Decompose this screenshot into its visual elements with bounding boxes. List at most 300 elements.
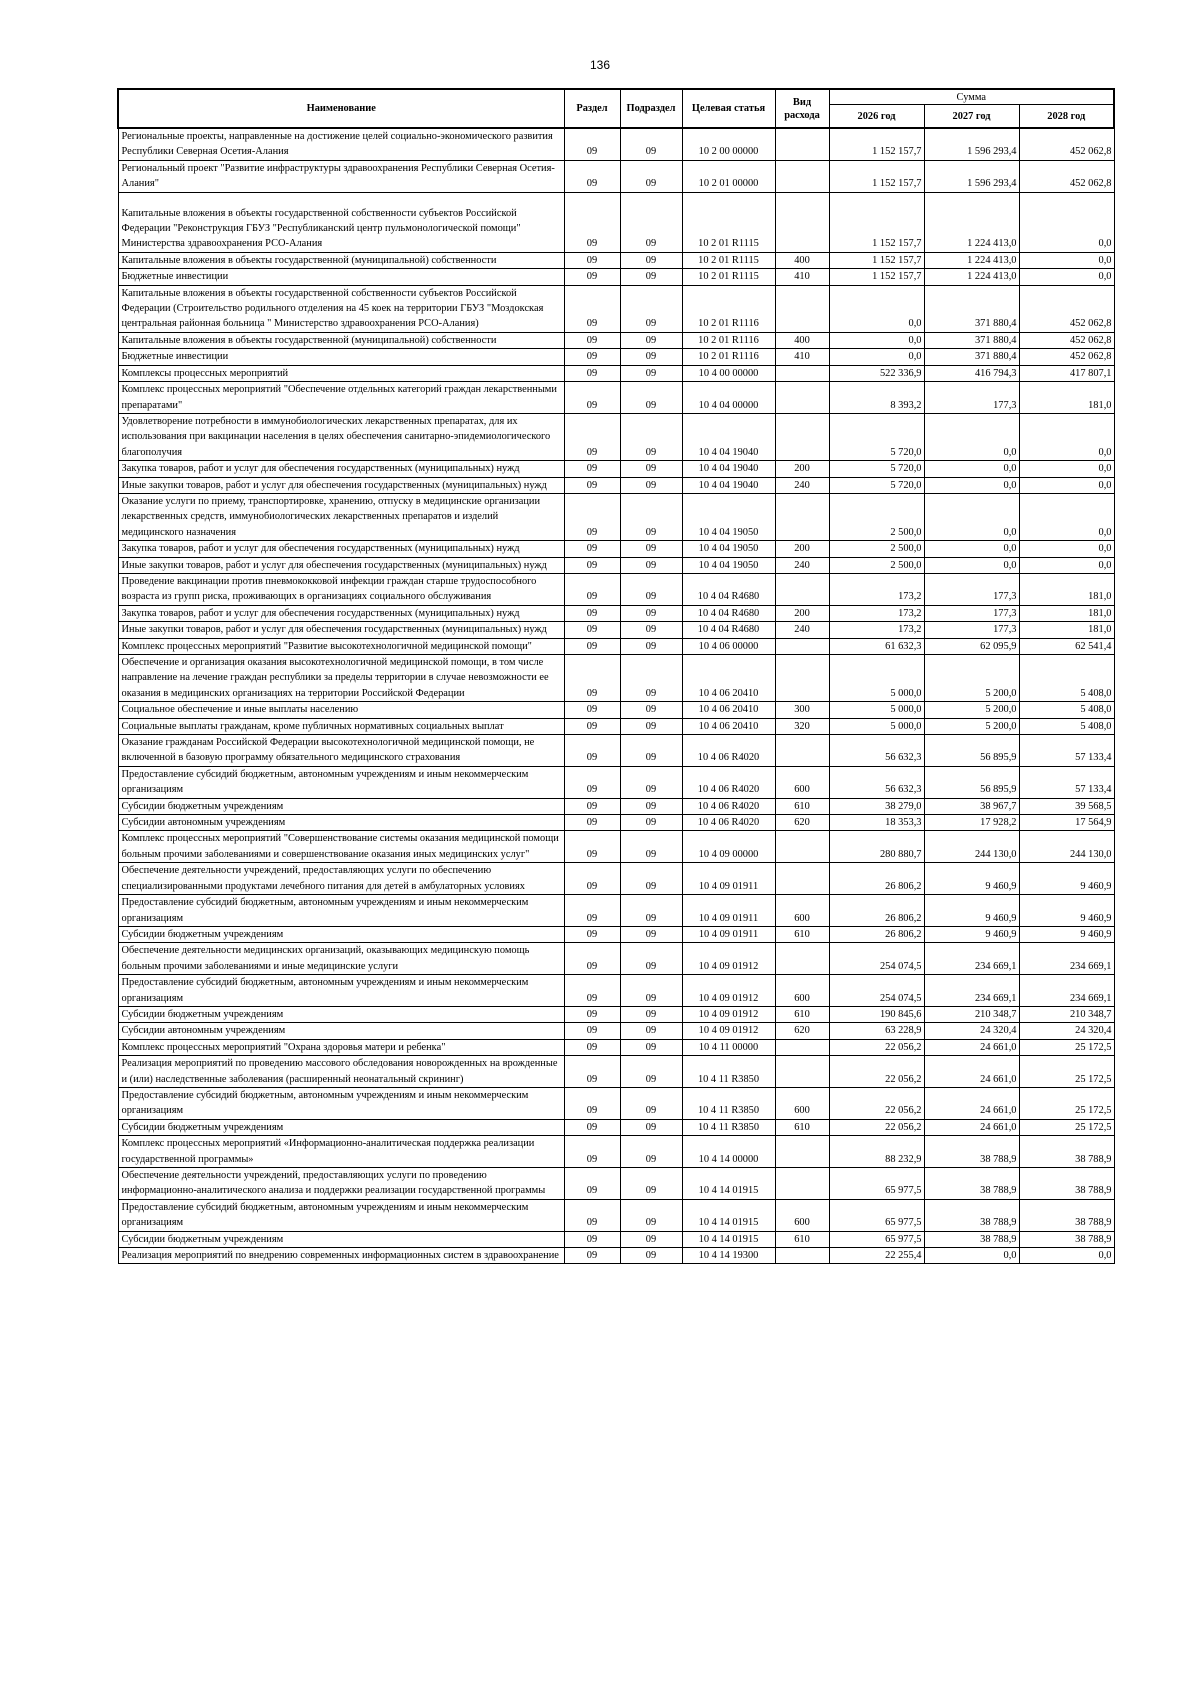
header-expense-type: Вид расхода xyxy=(775,89,829,128)
cell-amount-2027: 0,0 xyxy=(924,461,1019,477)
cell-section: 09 xyxy=(564,382,620,414)
cell-target-article: 10 4 14 19300 xyxy=(682,1248,775,1264)
cell-amount-2027: 5 200,0 xyxy=(924,655,1019,702)
cell-amount-2028: 0,0 xyxy=(1019,252,1114,268)
cell-subsection: 09 xyxy=(620,269,682,285)
cell-section: 09 xyxy=(564,160,620,192)
cell-target-article: 10 4 09 00000 xyxy=(682,831,775,863)
cell-subsection: 09 xyxy=(620,1087,682,1119)
cell-amount-2026: 2 500,0 xyxy=(829,541,924,557)
cell-name: Иные закупки товаров, работ и услуг для обеспечения государственных (муниципальных) нужд xyxy=(118,557,564,573)
cell-amount-2026: 65 977,5 xyxy=(829,1231,924,1247)
cell-section: 09 xyxy=(564,863,620,895)
cell-expense-type: 200 xyxy=(775,605,829,621)
cell-amount-2026: 280 880,7 xyxy=(829,831,924,863)
cell-amount-2028: 0,0 xyxy=(1019,1248,1114,1264)
cell-name: Оказание услуги по приему, транспортировке, хранению, отпуску в медицинские организации лекарственных средств, иммунобиологических лекарственных препаратов и изделий медицинского назначения xyxy=(118,493,564,540)
cell-target-article: 10 4 06 20410 xyxy=(682,655,775,702)
cell-target-article: 10 2 01 R1115 xyxy=(682,192,775,252)
header-target-article: Целевая статья xyxy=(682,89,775,128)
cell-name: Закупка товаров, работ и услуг для обеспечения государственных (муниципальных) нужд xyxy=(118,605,564,621)
table-row xyxy=(118,541,1114,557)
cell-amount-2027: 177,3 xyxy=(924,605,1019,621)
cell-section: 09 xyxy=(564,1056,620,1088)
table-row xyxy=(118,605,1114,621)
cell-subsection: 09 xyxy=(620,160,682,192)
cell-name: Предоставление субсидий бюджетным, автономным учреждениям и иным некоммерческим организациям xyxy=(118,766,564,798)
cell-amount-2028: 181,0 xyxy=(1019,382,1114,414)
cell-subsection: 09 xyxy=(620,252,682,268)
cell-amount-2026: 22 056,2 xyxy=(829,1119,924,1135)
cell-amount-2027: 38 788,9 xyxy=(924,1199,1019,1231)
cell-target-article: 10 4 11 R3850 xyxy=(682,1119,775,1135)
cell-expense-type xyxy=(775,1248,829,1264)
table-row xyxy=(118,349,1114,365)
cell-name: Закупка товаров, работ и услуг для обеспечения государственных (муниципальных) нужд xyxy=(118,461,564,477)
cell-expense-type xyxy=(775,735,829,767)
cell-expense-type: 610 xyxy=(775,1119,829,1135)
cell-amount-2028: 9 460,9 xyxy=(1019,926,1114,942)
cell-target-article: 10 2 01 00000 xyxy=(682,160,775,192)
cell-section: 09 xyxy=(564,655,620,702)
cell-amount-2026: 26 806,2 xyxy=(829,863,924,895)
cell-amount-2026: 56 632,3 xyxy=(829,735,924,767)
cell-name: Предоставление субсидий бюджетным, автономным учреждениям и иным некоммерческим организациям xyxy=(118,1087,564,1119)
cell-section: 09 xyxy=(564,192,620,252)
cell-amount-2028: 452 062,8 xyxy=(1019,128,1114,160)
cell-amount-2028: 5 408,0 xyxy=(1019,655,1114,702)
cell-expense-type xyxy=(775,382,829,414)
cell-target-article: 10 4 11 00000 xyxy=(682,1039,775,1055)
table-row xyxy=(118,1006,1114,1022)
cell-amount-2026: 254 074,5 xyxy=(829,943,924,975)
table-row xyxy=(118,943,1114,975)
cell-amount-2026: 5 720,0 xyxy=(829,477,924,493)
cell-target-article: 10 4 11 R3850 xyxy=(682,1087,775,1119)
cell-subsection: 09 xyxy=(620,895,682,927)
cell-target-article: 10 4 09 01911 xyxy=(682,863,775,895)
cell-amount-2026: 522 336,9 xyxy=(829,365,924,381)
cell-section: 09 xyxy=(564,1231,620,1247)
cell-target-article: 10 4 09 01911 xyxy=(682,895,775,927)
cell-amount-2027: 177,3 xyxy=(924,573,1019,605)
cell-amount-2028: 0,0 xyxy=(1019,477,1114,493)
cell-amount-2028: 5 408,0 xyxy=(1019,718,1114,734)
cell-section: 09 xyxy=(564,413,620,460)
cell-amount-2028: 38 788,9 xyxy=(1019,1199,1114,1231)
cell-subsection: 09 xyxy=(620,1199,682,1231)
cell-expense-type: 600 xyxy=(775,1199,829,1231)
header-subsection: Подраздел xyxy=(620,89,682,128)
cell-section: 09 xyxy=(564,1199,620,1231)
cell-amount-2026: 1 152 157,7 xyxy=(829,192,924,252)
table-row xyxy=(118,1039,1114,1055)
cell-name: Комплекс процессных мероприятий "Развитие высокотехнологичной медицинской помощи" xyxy=(118,638,564,654)
cell-target-article: 10 4 14 01915 xyxy=(682,1231,775,1247)
cell-amount-2026: 65 977,5 xyxy=(829,1199,924,1231)
cell-section: 09 xyxy=(564,895,620,927)
cell-amount-2028: 0,0 xyxy=(1019,493,1114,540)
cell-amount-2026: 190 845,6 xyxy=(829,1006,924,1022)
cell-amount-2026: 88 232,9 xyxy=(829,1136,924,1168)
cell-name: Субсидии бюджетным учреждениям xyxy=(118,1231,564,1247)
cell-target-article: 10 4 06 20410 xyxy=(682,718,775,734)
cell-expense-type xyxy=(775,192,829,252)
cell-amount-2027: 5 200,0 xyxy=(924,718,1019,734)
table-row xyxy=(118,815,1114,831)
cell-amount-2028: 62 541,4 xyxy=(1019,638,1114,654)
cell-amount-2028: 181,0 xyxy=(1019,622,1114,638)
cell-amount-2026: 56 632,3 xyxy=(829,766,924,798)
cell-subsection: 09 xyxy=(620,605,682,621)
cell-expense-type: 200 xyxy=(775,461,829,477)
cell-subsection: 09 xyxy=(620,1136,682,1168)
cell-name: Предоставление субсидий бюджетным, автономным учреждениям и иным некоммерческим организациям xyxy=(118,895,564,927)
cell-name: Социальные выплаты гражданам, кроме публичных нормативных социальных выплат xyxy=(118,718,564,734)
cell-section: 09 xyxy=(564,975,620,1007)
cell-expense-type xyxy=(775,493,829,540)
cell-subsection: 09 xyxy=(620,798,682,814)
cell-subsection: 09 xyxy=(620,655,682,702)
cell-target-article: 10 4 04 19050 xyxy=(682,557,775,573)
cell-amount-2027: 38 788,9 xyxy=(924,1231,1019,1247)
cell-section: 09 xyxy=(564,943,620,975)
table-row xyxy=(118,926,1114,942)
cell-target-article: 10 4 09 01912 xyxy=(682,943,775,975)
cell-name: Оказание гражданам Российской Федерации высокотехнологичной медицинской помощи, не включенной в базовую программу обязательного медицинского страхования xyxy=(118,735,564,767)
cell-amount-2028: 38 788,9 xyxy=(1019,1136,1114,1168)
cell-amount-2027: 24 661,0 xyxy=(924,1119,1019,1135)
cell-subsection: 09 xyxy=(620,815,682,831)
cell-amount-2028: 0,0 xyxy=(1019,557,1114,573)
cell-amount-2028: 181,0 xyxy=(1019,573,1114,605)
cell-name: Капитальные вложения в объекты государственной (муниципальной) собственности xyxy=(118,332,564,348)
cell-amount-2027: 1 224 413,0 xyxy=(924,269,1019,285)
cell-amount-2028: 0,0 xyxy=(1019,192,1114,252)
cell-amount-2026: 1 152 157,7 xyxy=(829,160,924,192)
cell-target-article: 10 4 04 19040 xyxy=(682,461,775,477)
cell-section: 09 xyxy=(564,831,620,863)
cell-expense-type xyxy=(775,1168,829,1200)
cell-expense-type: 600 xyxy=(775,975,829,1007)
table-row xyxy=(118,1231,1114,1247)
cell-name: Субсидии автономным учреждениям xyxy=(118,815,564,831)
cell-subsection: 09 xyxy=(620,461,682,477)
cell-amount-2028: 234 669,1 xyxy=(1019,975,1114,1007)
cell-amount-2028: 0,0 xyxy=(1019,413,1114,460)
cell-amount-2028: 452 062,8 xyxy=(1019,160,1114,192)
cell-amount-2026: 18 353,3 xyxy=(829,815,924,831)
cell-name: Субсидии бюджетным учреждениям xyxy=(118,798,564,814)
cell-subsection: 09 xyxy=(620,1039,682,1055)
cell-amount-2028: 25 172,5 xyxy=(1019,1087,1114,1119)
cell-amount-2027: 244 130,0 xyxy=(924,831,1019,863)
cell-target-article: 10 4 04 R4680 xyxy=(682,573,775,605)
table-row xyxy=(118,831,1114,863)
cell-target-article: 10 2 01 R1116 xyxy=(682,285,775,332)
table-row xyxy=(118,493,1114,540)
cell-amount-2028: 452 062,8 xyxy=(1019,285,1114,332)
cell-amount-2027: 24 320,4 xyxy=(924,1023,1019,1039)
table-row xyxy=(118,702,1114,718)
cell-amount-2028: 17 564,9 xyxy=(1019,815,1114,831)
cell-amount-2027: 38 967,7 xyxy=(924,798,1019,814)
cell-amount-2027: 210 348,7 xyxy=(924,1006,1019,1022)
cell-amount-2026: 5 000,0 xyxy=(829,702,924,718)
cell-section: 09 xyxy=(564,252,620,268)
cell-expense-type: 400 xyxy=(775,332,829,348)
cell-section: 09 xyxy=(564,735,620,767)
table-row xyxy=(118,332,1114,348)
cell-amount-2027: 177,3 xyxy=(924,622,1019,638)
header-sum: Сумма xyxy=(829,89,1114,105)
table-row xyxy=(118,160,1114,192)
cell-amount-2028: 234 669,1 xyxy=(1019,943,1114,975)
cell-target-article: 10 4 09 01911 xyxy=(682,926,775,942)
cell-expense-type: 200 xyxy=(775,541,829,557)
cell-subsection: 09 xyxy=(620,831,682,863)
table-row xyxy=(118,382,1114,414)
cell-amount-2027: 56 895,9 xyxy=(924,735,1019,767)
cell-target-article: 10 4 09 01912 xyxy=(682,1023,775,1039)
cell-expense-type: 240 xyxy=(775,557,829,573)
cell-amount-2027: 9 460,9 xyxy=(924,926,1019,942)
cell-subsection: 09 xyxy=(620,1023,682,1039)
cell-expense-type xyxy=(775,573,829,605)
cell-amount-2026: 63 228,9 xyxy=(829,1023,924,1039)
table-row xyxy=(118,573,1114,605)
cell-section: 09 xyxy=(564,541,620,557)
cell-amount-2027: 5 200,0 xyxy=(924,702,1019,718)
cell-expense-type: 610 xyxy=(775,926,829,942)
cell-name: Реализация мероприятий по внедрению современных информационных систем в здравоохранение xyxy=(118,1248,564,1264)
cell-amount-2028: 38 788,9 xyxy=(1019,1231,1114,1247)
cell-name: Региональные проекты, направленные на достижение целей социально-экономического развития Республики Северная Осетия-Алания xyxy=(118,128,564,160)
cell-target-article: 10 4 14 01915 xyxy=(682,1168,775,1200)
cell-target-article: 10 2 00 00000 xyxy=(682,128,775,160)
cell-amount-2027: 1 596 293,4 xyxy=(924,160,1019,192)
cell-subsection: 09 xyxy=(620,1248,682,1264)
table-row xyxy=(118,975,1114,1007)
header-year-3: 2028 год xyxy=(1019,105,1114,129)
cell-subsection: 09 xyxy=(620,718,682,734)
cell-amount-2026: 1 152 157,7 xyxy=(829,252,924,268)
cell-subsection: 09 xyxy=(620,1006,682,1022)
cell-target-article: 10 2 01 R1116 xyxy=(682,349,775,365)
cell-subsection: 09 xyxy=(620,493,682,540)
cell-target-article: 10 4 04 00000 xyxy=(682,382,775,414)
cell-amount-2026: 173,2 xyxy=(829,605,924,621)
table-row xyxy=(118,1136,1114,1168)
cell-target-article: 10 4 00 00000 xyxy=(682,365,775,381)
cell-section: 09 xyxy=(564,926,620,942)
cell-target-article: 10 4 04 19040 xyxy=(682,413,775,460)
cell-amount-2028: 25 172,5 xyxy=(1019,1039,1114,1055)
cell-expense-type: 600 xyxy=(775,895,829,927)
cell-target-article: 10 4 14 00000 xyxy=(682,1136,775,1168)
cell-section: 09 xyxy=(564,798,620,814)
cell-amount-2028: 244 130,0 xyxy=(1019,831,1114,863)
cell-subsection: 09 xyxy=(620,413,682,460)
cell-amount-2028: 9 460,9 xyxy=(1019,895,1114,927)
cell-amount-2028: 0,0 xyxy=(1019,461,1114,477)
cell-subsection: 09 xyxy=(620,365,682,381)
cell-amount-2028: 210 348,7 xyxy=(1019,1006,1114,1022)
table-body xyxy=(118,128,1114,1264)
cell-target-article: 10 4 06 R4020 xyxy=(682,798,775,814)
cell-section: 09 xyxy=(564,638,620,654)
cell-expense-type xyxy=(775,1056,829,1088)
cell-target-article: 10 4 09 01912 xyxy=(682,975,775,1007)
cell-section: 09 xyxy=(564,269,620,285)
cell-section: 09 xyxy=(564,815,620,831)
cell-amount-2026: 5 720,0 xyxy=(829,413,924,460)
cell-expense-type xyxy=(775,128,829,160)
cell-name: Обеспечение деятельности учреждений, предоставляющих услуги по проведению информационно-аналитического анализа и поддержки реализации государственной программы xyxy=(118,1168,564,1200)
cell-amount-2026: 0,0 xyxy=(829,349,924,365)
cell-expense-type: 600 xyxy=(775,1087,829,1119)
header-year-1: 2026 год xyxy=(829,105,924,129)
cell-subsection: 09 xyxy=(620,382,682,414)
cell-amount-2027: 371 880,4 xyxy=(924,285,1019,332)
cell-amount-2026: 1 152 157,7 xyxy=(829,269,924,285)
cell-target-article: 10 4 06 R4020 xyxy=(682,815,775,831)
cell-amount-2028: 24 320,4 xyxy=(1019,1023,1114,1039)
cell-section: 09 xyxy=(564,1087,620,1119)
cell-amount-2026: 22 056,2 xyxy=(829,1056,924,1088)
page-number: 136 xyxy=(589,58,611,72)
cell-name: Обеспечение деятельности учреждений, предоставляющих услуги по обеспечению специализированными продуктами лечебного питания для детей в амбулаторных условиях xyxy=(118,863,564,895)
cell-amount-2027: 416 794,3 xyxy=(924,365,1019,381)
table-row xyxy=(118,477,1114,493)
cell-amount-2028: 57 133,4 xyxy=(1019,766,1114,798)
cell-target-article: 10 4 11 R3850 xyxy=(682,1056,775,1088)
cell-amount-2026: 0,0 xyxy=(829,285,924,332)
cell-target-article: 10 2 01 R1116 xyxy=(682,332,775,348)
cell-target-article: 10 4 06 20410 xyxy=(682,702,775,718)
cell-name: Бюджетные инвестиции xyxy=(118,269,564,285)
table-row xyxy=(118,269,1114,285)
cell-section: 09 xyxy=(564,365,620,381)
cell-name: Комплекс процессных мероприятий «Информационно-аналитическая поддержка реализации государственной программы» xyxy=(118,1136,564,1168)
cell-name: Иные закупки товаров, работ и услуг для обеспечения государственных (муниципальных) нужд xyxy=(118,622,564,638)
cell-amount-2027: 1 224 413,0 xyxy=(924,192,1019,252)
cell-target-article: 10 4 04 R4680 xyxy=(682,605,775,621)
table-row xyxy=(118,285,1114,332)
cell-name: Субсидии бюджетным учреждениям xyxy=(118,926,564,942)
cell-amount-2026: 26 806,2 xyxy=(829,926,924,942)
header-year-2: 2027 год xyxy=(924,105,1019,129)
cell-name: Проведение вакцинации против пневмококковой инфекции граждан старше трудоспособного возраста из групп риска, проживающих в организациях социального обслуживания xyxy=(118,573,564,605)
cell-target-article: 10 4 06 R4020 xyxy=(682,766,775,798)
cell-subsection: 09 xyxy=(620,285,682,332)
cell-name: Субсидии автономным учреждениям xyxy=(118,1023,564,1039)
cell-expense-type: 620 xyxy=(775,815,829,831)
table-row xyxy=(118,1087,1114,1119)
cell-name: Субсидии бюджетным учреждениям xyxy=(118,1119,564,1135)
cell-amount-2026: 0,0 xyxy=(829,332,924,348)
cell-subsection: 09 xyxy=(620,541,682,557)
cell-section: 09 xyxy=(564,1119,620,1135)
table-row xyxy=(118,766,1114,798)
cell-amount-2028: 25 172,5 xyxy=(1019,1056,1114,1088)
cell-subsection: 09 xyxy=(620,926,682,942)
cell-amount-2026: 1 152 157,7 xyxy=(829,128,924,160)
cell-expense-type: 600 xyxy=(775,766,829,798)
table-row xyxy=(118,798,1114,814)
cell-amount-2026: 254 074,5 xyxy=(829,975,924,1007)
table-row xyxy=(118,735,1114,767)
cell-name: Обеспечение и организация оказания высокотехнологичной медицинской помощи, в том числе направление на лечение граждан республики за пределы территории в случае невозможности ее оказания в медицинских организациях на территории Российской Федерации xyxy=(118,655,564,702)
cell-target-article: 10 4 04 R4680 xyxy=(682,622,775,638)
cell-expense-type xyxy=(775,863,829,895)
cell-amount-2026: 8 393,2 xyxy=(829,382,924,414)
budget-table xyxy=(117,88,1115,1264)
cell-subsection: 09 xyxy=(620,1119,682,1135)
table-row xyxy=(118,895,1114,927)
cell-subsection: 09 xyxy=(620,766,682,798)
cell-amount-2026: 22 255,4 xyxy=(829,1248,924,1264)
cell-target-article: 10 4 04 19050 xyxy=(682,541,775,557)
cell-expense-type xyxy=(775,831,829,863)
cell-amount-2028: 452 062,8 xyxy=(1019,332,1114,348)
cell-expense-type xyxy=(775,285,829,332)
cell-expense-type: 620 xyxy=(775,1023,829,1039)
cell-amount-2026: 5 000,0 xyxy=(829,655,924,702)
cell-section: 09 xyxy=(564,557,620,573)
cell-expense-type xyxy=(775,365,829,381)
table-row xyxy=(118,655,1114,702)
cell-expense-type: 240 xyxy=(775,477,829,493)
cell-amount-2028: 417 807,1 xyxy=(1019,365,1114,381)
cell-amount-2027: 24 661,0 xyxy=(924,1039,1019,1055)
cell-section: 09 xyxy=(564,493,620,540)
cell-amount-2027: 17 928,2 xyxy=(924,815,1019,831)
cell-name: Предоставление субсидий бюджетным, автономным учреждениям и иным некоммерческим организациям xyxy=(118,975,564,1007)
cell-amount-2027: 371 880,4 xyxy=(924,332,1019,348)
table-header xyxy=(118,89,1114,128)
cell-amount-2027: 9 460,9 xyxy=(924,863,1019,895)
header-section: Раздел xyxy=(564,89,620,128)
cell-amount-2026: 2 500,0 xyxy=(829,493,924,540)
cell-section: 09 xyxy=(564,1023,620,1039)
table-row xyxy=(118,252,1114,268)
cell-amount-2028: 181,0 xyxy=(1019,605,1114,621)
cell-target-article: 10 4 09 01912 xyxy=(682,1006,775,1022)
cell-subsection: 09 xyxy=(620,638,682,654)
cell-amount-2026: 2 500,0 xyxy=(829,557,924,573)
cell-name: Комплексы процессных мероприятий xyxy=(118,365,564,381)
cell-name: Удовлетворение потребности в иммунобиологических лекарственных препаратах, для их использования при вакцинации населения в целях обеспечения санитарно-эпидемиологического благополучия xyxy=(118,413,564,460)
cell-subsection: 09 xyxy=(620,128,682,160)
table-row xyxy=(118,192,1114,252)
cell-amount-2026: 22 056,2 xyxy=(829,1087,924,1119)
cell-section: 09 xyxy=(564,349,620,365)
cell-target-article: 10 4 14 01915 xyxy=(682,1199,775,1231)
cell-section: 09 xyxy=(564,285,620,332)
cell-subsection: 09 xyxy=(620,1056,682,1088)
cell-subsection: 09 xyxy=(620,1168,682,1200)
cell-amount-2028: 38 788,9 xyxy=(1019,1168,1114,1200)
cell-section: 09 xyxy=(564,766,620,798)
cell-section: 09 xyxy=(564,622,620,638)
cell-name: Комплекс процессных мероприятий "Обеспечение отдельных категорий граждан лекарственными препаратами" xyxy=(118,382,564,414)
cell-expense-type xyxy=(775,413,829,460)
cell-subsection: 09 xyxy=(620,573,682,605)
cell-section: 09 xyxy=(564,332,620,348)
cell-name: Предоставление субсидий бюджетным, автономным учреждениям и иным некоммерческим организациям xyxy=(118,1199,564,1231)
cell-amount-2027: 38 788,9 xyxy=(924,1168,1019,1200)
